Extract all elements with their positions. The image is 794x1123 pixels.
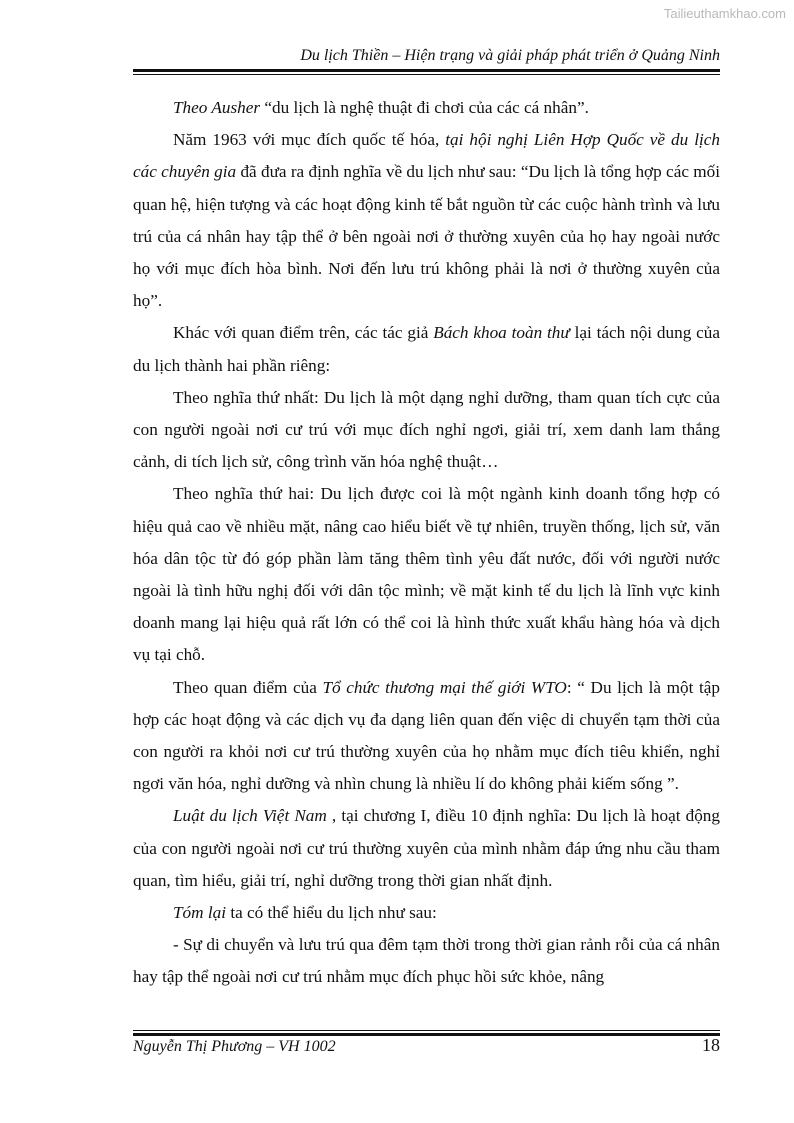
header-rule <box>133 69 720 75</box>
paragraph-bullet-1: - Sự di chuyển và lưu trú qua đêm tạm thời trong thời gian rảnh rỗi của cá nhân hay tập thể ngoài nơi cư trú nhằm mục đích phục hồi sức khỏe, nâng <box>133 935 720 987</box>
paragraph-un-1963: Năm 1963 với mục đích quốc tế hóa, tại hội nghị Liên Hợp Quốc về du lịch các chuyên gia đã đưa ra định nghĩa về du lịch như sau: “Du lịch là tổng hợp các mối quan hệ, hiện tượng và các hoạt động kinh tế bắt nguồn từ các cuộc hành trình và lưu trú của cá nhân hay tập thể ở bên ngoài nơi ở thường xuyên của họ hay ngoài nước họ với mục đích hòa bình. Nơi đến lưu trú không phải là nơi ở thường xuyên của họ”. <box>133 130 721 311</box>
paragraph-encyclopedia: Khác với quan điểm trên, các tác giả Bách khoa toàn thư lại tách nội dung của du lịch thành hai phần riêng: <box>133 323 720 375</box>
paragraph-ausher: Theo Ausher “du lịch là nghệ thuật đi chơi của các cá nhân”. <box>173 98 589 117</box>
watermark: Tailieuthamkhao.com <box>663 6 786 21</box>
paragraph-first-meaning: Theo nghĩa thứ nhất: Du lịch là một dạng nghỉ dưỡng, tham quan tích cực của con người ngoài nơi cư trú với mục đích nghỉ ngơi, giải trí, xem danh lam thắng cảnh, di tích lịch sử, công trình văn hóa nghệ thuật… <box>133 387 720 472</box>
paragraph-summary: Tóm lại ta có thể hiểu du lịch như sau: <box>173 903 437 923</box>
footer-author: Nguyễn Thị Phương – VH 1002 <box>133 1038 336 1055</box>
paragraph-vietnam-law: Luật du lịch Việt Nam , tại chương I, điều 10 định nghĩa: Du lịch là hoạt động của con người ngoài nơi cư trú thường xuyên của mình nhằm đáp ứng nhu cầu tham quan, tìm hiểu, giải trí, nghỉ dưỡng trong thời gian nhất định. <box>133 806 720 890</box>
page-footer <box>133 1035 720 1056</box>
running-header: Du lịch Thiền – Hiện trạng và giải pháp phát triển ở Quảng Ninh <box>300 47 720 64</box>
paragraph-second-meaning: Theo nghĩa thứ hai: Du lịch được coi là một ngành kinh doanh tổng hợp có hiệu quả cao về nhiều mặt, nâng cao hiểu biết về tự nhiên, truyền thống, lịch sử, văn hóa dân tộc từ đó góp phần làm tăng thêm tình yêu đất nước, đối với người nước ngoài là tình hữu nghị đối với dân tộc mình; về mặt kinh tế du lịch là lĩnh vực kinh doanh mang lại hiệu quả rất lớn có thể coi là hình thức xuất khẩu hàng hóa và dịch vụ tại chỗ. <box>133 484 720 665</box>
paragraph-wto: Theo quan điểm của Tổ chức thương mại thế giới WTO: “ Du lịch là một tập hợp các hoạt động và các dịch vụ đa dạng liên quan đến việc di chuyển tạm thời của con người ra khỏi nơi cư trú thường xuyên của họ nhằm mục đích tiêu khiển, nghỉ ngơi văn hóa, nghỉ dưỡng và nhìn chung là nhiều lí do không phải kiếm sống ”. <box>133 677 720 794</box>
page-number: 18 <box>702 1035 720 1055</box>
page-body <box>133 92 720 994</box>
